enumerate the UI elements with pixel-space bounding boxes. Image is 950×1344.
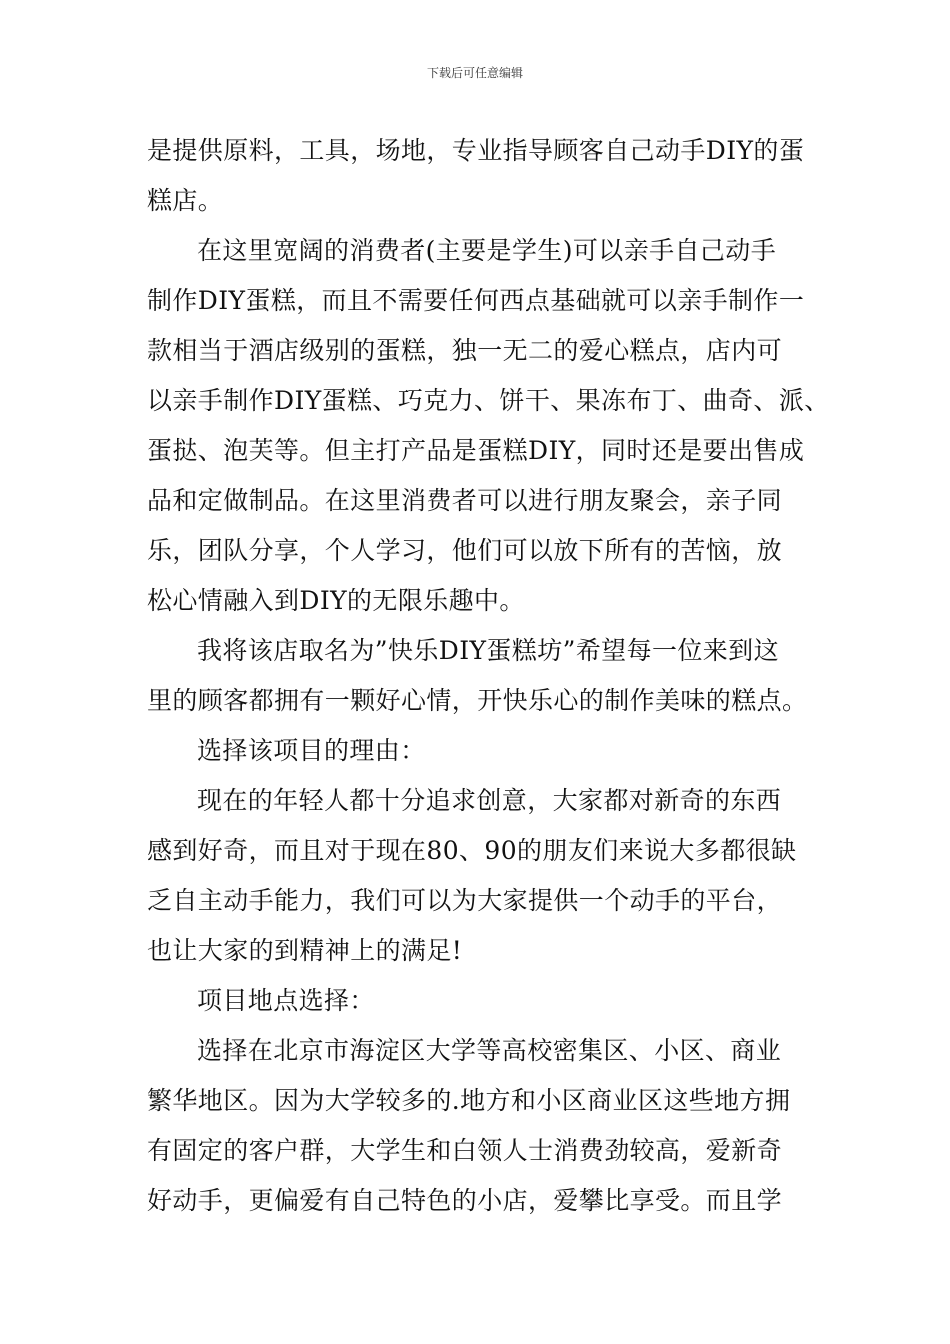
text-line: 糕店。 [147,186,224,215]
section-heading: 选择该项目的理由： [197,736,426,765]
text-line: 现在的年轻人都十分追求创意，大家都对新奇的东西 [197,786,782,815]
text-line: 款相当于酒店级别的蛋糕，独一无二的爱心糕点，店内可 [147,336,783,365]
document-body [147,126,837,1226]
text-line: 里的顾客都拥有一颗好心情，开快乐心的制作美味的糕点。 [147,686,808,715]
text-line: 乐，团队分享，个人学习，他们可以放下所有的苦恼，放 [147,536,783,565]
text-line: 制作DIY蛋糕，而且不需要任何西点基础就可以亲手制作一 [147,286,805,315]
text-line: 感到好奇，而且对于现在80、90的朋友们来说大多都很缺 [147,836,797,865]
section-heading: 项目地点选择： [197,986,375,1015]
text-line: 松心情融入到DIY的无限乐趣中。 [147,586,525,615]
text-line: 选择在北京市海淀区大学等高校密集区、小区、商业 [197,1036,782,1065]
text-line: 繁华地区。因为大学较多的.地方和小区商业区这些地方拥 [147,1086,791,1115]
text-line: 也让大家的到精神上的满足! [147,936,463,965]
text-line: 在这里宽阔的消费者(主要是学生)可以亲手自己动手 [197,236,777,265]
text-line: 品和定做制品。在这里消费者可以进行朋友聚会，亲子同 [147,486,783,515]
text-line: 我将该店取名为”快乐DIY蛋糕坊”希望每一位来到这 [197,636,779,665]
text-line: 以亲手制作DIY蛋糕、巧克力、饼干、果冻布丁、曲奇、派、 [147,386,830,415]
page-header: 下载后可任意编辑 [426,66,523,80]
text-line: 蛋挞、泡芙等。但主打产品是蛋糕DIY，同时还是要出售成 [147,436,805,465]
text-line: 好动手，更偏爱有自己特色的小店，爱攀比享受。而且学 [147,1186,783,1215]
text-line: 乏自主动手能力，我们可以为大家提供一个动手的平台， [147,886,783,915]
text-line: 是提供原料，工具，场地，专业指导顾客自己动手DIY的蛋 [147,136,805,165]
text-line: 有固定的客户群，大学生和白领人士消费劲较高，爱新奇 [147,1136,783,1165]
